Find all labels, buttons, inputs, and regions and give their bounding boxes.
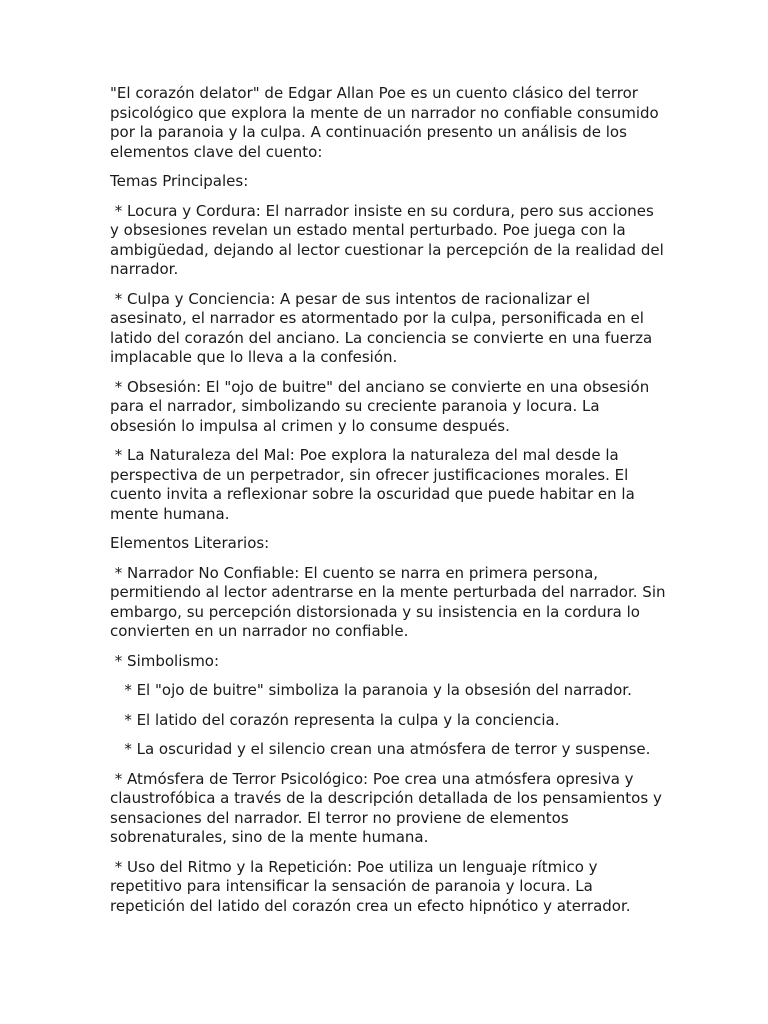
sublist-item-latido: * El latido del corazón representa la culpa y la conciencia. [110,710,560,729]
list-item-obsesion: * Obsesión: El "ojo de buitre" del anciano se convierte en una obsesión para el narrador, simbolizando su creciente paranoia y locura. La obsesión lo impulsa al crimen y lo consume después. [110,377,655,435]
list-item-mal: * La Naturaleza del Mal: Poe explora la naturaleza del mal desde la perspectiva de un perpetrador, sin ofrecer justificaciones morales. El cuento invita a reflexionar sobre la oscuridad que puede habitar en la mente humana. [110,446,640,523]
document-body [110,84,671,926]
list-item-simbolismo: * Simbolismo: [110,651,220,670]
list-item-culpa: * Culpa y Conciencia: A pesar de sus intentos de racionalizar el asesinato, el narrador es atormentado por la culpa, personificada en el latido del corazón del anciano. La conciencia se convierte en una fuerza implacable que lo lleva a la confesión. [110,289,657,366]
list-item-locura: * Locura y Cordura: El narrador insiste en su cordura, pero sus acciones y obsesiones revelan un estado mental perturbado. Poe juega con la ambigüedad, dejando al lector cuestionar la percepción de la realidad del narrador. [110,201,669,278]
list-item-narrador: * Narrador No Confiable: El cuento se narra en primera persona, permitiendo al lector adentrarse en la mente perturbada del narrador. Sin embargo, su percepción distorsionada y su insistencia en la cordura lo convierten en un narrador no confiable. [110,563,671,640]
section-heading-temas: Temas Principales: [110,172,249,190]
list-item-ritmo: * Uso del Ritmo y la Repetición: Poe utiliza un lenguaje rítmico y repetitivo para intensificar la sensación de paranoia y locura. La repetición del latido del corazón crea un efecto hipnótico y aterrador. [110,857,631,915]
sublist-item-ojo: * El "ojo de buitre" simboliza la paranoia y la obsesión del narrador. [110,681,632,699]
section-heading-elementos: Elementos Literarios: [110,534,270,552]
sublist-item-oscuridad: * La oscuridad y el silencio crean una atmósfera de terror y suspense. [110,740,651,758]
list-item-atmosfera: * Atmósfera de Terror Psicológico: Poe crea una atmósfera opresiva y claustrofóbica a través de la descripción detallada de los pensamientos y sensaciones del narrador. El terror no proviene de elementos sobrenaturales, sino de la mente humana. [110,769,667,846]
intro-paragraph: "El corazón delator" de Edgar Allan Poe es un cuento clásico del terror psicológico que explora la mente de un narrador no confiable consumido por la paranoia y la culpa. A continuación presento un análisis de los elementos clave del cuento: [110,84,664,161]
